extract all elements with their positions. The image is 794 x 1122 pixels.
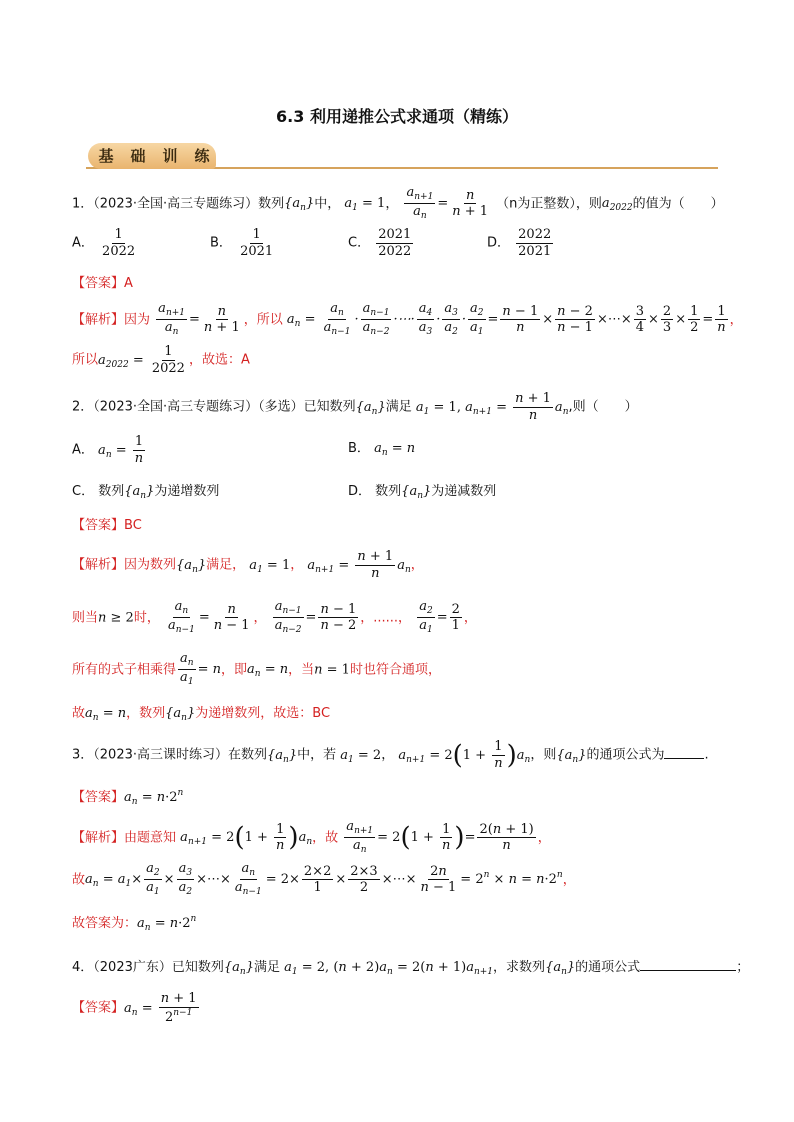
question-3-stem: 3．（2023·高三课时练习）在数列$\{a_n\}$中，若 $a_1 = 2$， $a_{n+1} = 2(1$ + $\frac{1}{n}$ )$a_n$，则$\{a_n\}$的通项公式为 . [72,739,709,771]
question-1-option-a[interactable]: A． $\frac{1}{2022}$ [72,227,136,259]
section-char: 础 [130,147,146,165]
question-4-stem: 4．（2023广东）已知数列$\{a_n\}$满足 $a_1 = 2$, $(n + 2)a_n = 2(n + 1)a_{n+1}$，求数列$\{a_n\}$的通项公式 ； [72,960,750,977]
question-2-option-a[interactable]: A． $a_n$ = $\frac{1}{n}$ [72,434,144,466]
question-1-analysis: 【解析】因为 $\frac{a_{n+1}}{a_n}$ = $\frac{n}{n + 1}$ ，所以 $a_n$ = $\frac{a_n}{a_{n-1}}$ · $\frac{a_{n-1}}{a_{n-2}}$ ·⋯· $\frac{a_4}{a_3}$ · $\frac{a_3}{a_2}$ · $\frac{a_2}{a_1}$ = $\frac{n - 1}{n}$ × $\frac{n - 2}{n - 1}$ ×⋯× $\frac{3}{4}$ × $\frac{2}{3}$ × $\frac{1}{2}$ = $\frac{1}{n}$ ， [72,301,743,338]
question-4-answer: 【答案】$a_n$ = $\frac{n + 1}{2^{n-1}}$ [72,991,197,1025]
question-3-answer: 【答案】$a_n = n\cdot 2^n$ [72,788,184,807]
question-2-analysis-4: 故$a_n = n$，数列$\{a_n\}$为递增数列，故选：BC [72,706,331,723]
question-1-option-c[interactable]: C． $\frac{2021}{2022}$ [348,227,412,259]
question-2-analysis-3: 所有的式子相乘得 $\frac{a_n}{a_1}$ = n，即$a_n = n$，当n = 1时也符合通项， [72,651,441,688]
question-1-stem: 1．（2023·全国·高三专题练习）数列$\{a_n\}$中， $a_1 = 1$， $\frac{a_{n+1}}{a_n}$ = $\frac{n}{n + 1}$ （n为正整数），则$a_{2022}$的值为（ ） [72,185,724,222]
question-3-analysis-1: 【解析】由题意知 $a_{n+1} = 2(1$ + $\frac{1}{n}$ )$a_n$，故 $\frac{a_{n+1}}{a_n}$ = 2(1 + $\frac{1}{n}$ )= $\frac{2(n + 1)}{n}$ ， [72,819,551,856]
question-1-option-b[interactable]: B． $\frac{1}{2021}$ [210,227,274,259]
section-char: 基 [98,147,114,165]
question-2-analysis-1: 【解析】因为数列$\{a_n\}$满足， $a_1 = 1$， $a_{n+1}$ = $\frac{n + 1}{n}$ $a_n$， [72,549,424,581]
section-banner [86,143,718,171]
question-3-analysis-3: 故答案为：$a_n = n\cdot 2^n$ [72,914,197,933]
question-1-analysis-2: 所以$a_{2022}$ = $\frac{1}{2022}$ ，故选：A [72,344,250,376]
question-2-stem: 2．（2023·全国·高三专题练习）（多选）已知数列$\{a_n\}$满足 $a_1 = 1$, $a_{n+1}$ = $\frac{n + 1}{n}$ $a_n$,则（ ） [72,391,638,423]
section-label [88,143,216,169]
section-char: 训 [162,147,178,165]
question-2-answer: 【答案】BC [72,518,142,533]
question-2-option-c[interactable]: C． 数列$\{a_n\}$为递增数列 [72,484,220,501]
question-2-analysis-2: 则当n ≥ 2时， $\frac{a_n}{a_{n-1}}$ = $\frac{n}{n - 1}$ ， $\frac{a_{n-1}}{a_{n-2}}$ = $\frac{n - 1}{n - 2}$ ，......， $\frac{a_2}{a_1}$ = $\frac{2}{1}$ ， [72,599,477,636]
question-2-option-d[interactable]: D． 数列$\{a_n\}$为递减数列 [348,484,497,501]
question-1-answer: 【答案】A [72,276,133,291]
question-3-analysis-2: 故$a_n = a_1\times$ $\frac{a_2}{a_1}$ × $\frac{a_3}{a_2}$ ×⋯× $\frac{a_n}{a_{n-1}}$ = 2× $\frac{2\times 2}{1}$ × $\frac{2\times 3}{2}$ ×⋯× $\frac{2n}{n - 1}$ = $2^n \times n = n\cdot 2^n$， [72,861,576,898]
question-2-option-b[interactable]: B． $a_n = n$ [348,441,416,458]
question-1-option-d[interactable]: D． $\frac{2022}{2021}$ [487,227,552,259]
section-char: 练 [194,147,210,165]
page-title: 6.3 利用递推公式求通项（精练） [276,107,518,126]
